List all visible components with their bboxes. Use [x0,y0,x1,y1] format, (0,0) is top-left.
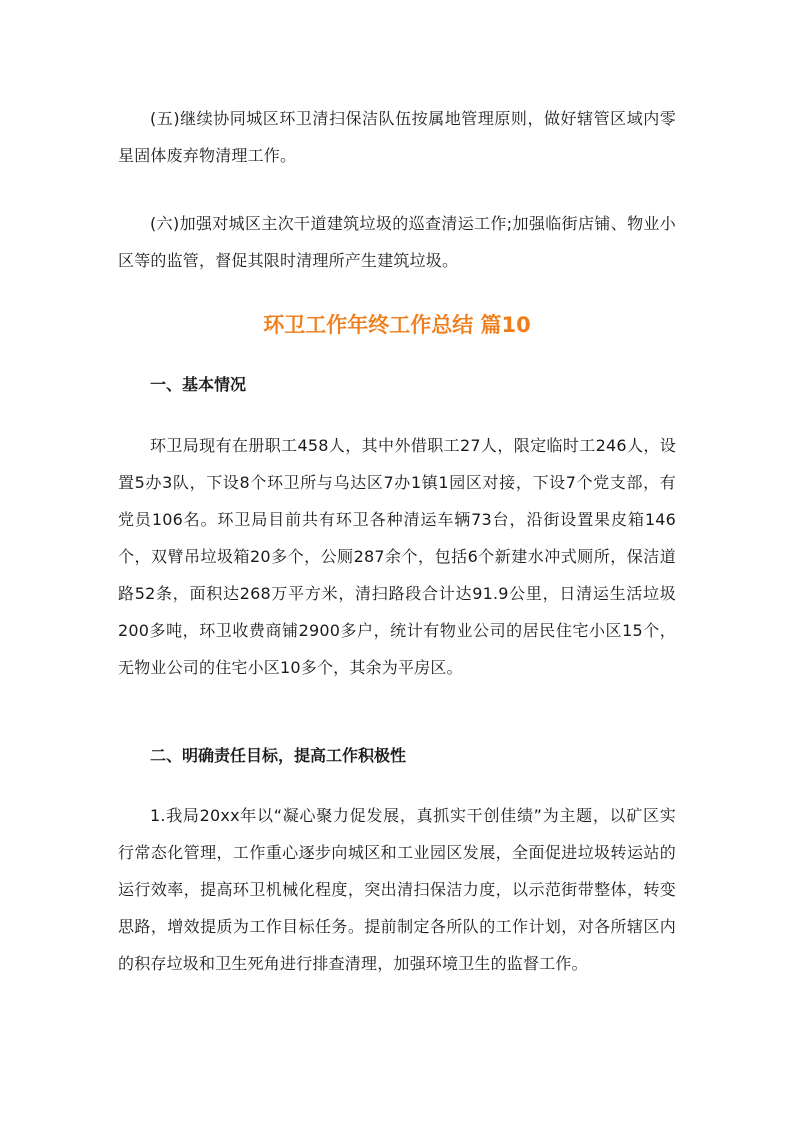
paragraph-basic-situation [118,427,676,686]
paragraph-item-6 [118,205,676,279]
paragraph-text: (六)加强对城区主次干道建筑垃圾的巡查清运工作;加强临街店铺、物业小区等的监管，督促其限时清理所产生建筑垃圾。 [118,214,676,270]
paragraph-responsibility [118,797,676,982]
section-title: 环卫工作年终工作总结 篇10 [263,313,531,337]
heading-basic-situation [118,372,676,398]
paragraph-text: 1.我局20xx年以“凝心聚力促发展，真抓实干创佳绩”为主题，以矿区实行常态化管理，工作重心逐步向城区和工业园区发展，全面促进垃圾转运站的运行效率，提高环卫机械化程度，突出清扫保洁力度，以示范街带整体，转变思路，增效提质为工作目标任务。提前制定各所队的工作计划，对各所辖区内的积存垃圾和卫生死角进行排查清理，加强环境卫生的监督工作。 [118,806,676,973]
heading-text: 一、基本情况 [150,375,247,394]
heading-responsibility [118,743,676,769]
paragraph-text: (五)继续协同城区环卫清扫保洁队伍按属地管理原则，做好辖管区域内零星固体废弃物清理工作。 [118,109,676,165]
paragraph-text: 环卫局现有在册职工458人，其中外借职工27人，限定临时工246人，设置5办3队，下设8个环卫所与乌达区7办1镇1园区对接，下设7个党支部，有党员106名。环卫局目前共有环卫各种清运车辆73台，沿街设置果皮箱146个，双臂吊垃圾箱20多个，公厕287余个，包括6个新建水冲式厕所，保洁道路52条，面积达268万平方米，清扫路段合计达91.9公里，日清运生活垃圾200多吨，环卫收费商铺2900多户，统计有物业公司的居民住宅小区15个，无物业公司的住宅小区10多个，其余为平房区。 [118,436,676,677]
heading-text: 二、明确责任目标，提高工作积极性 [150,746,407,765]
paragraph-item-5 [118,100,676,174]
